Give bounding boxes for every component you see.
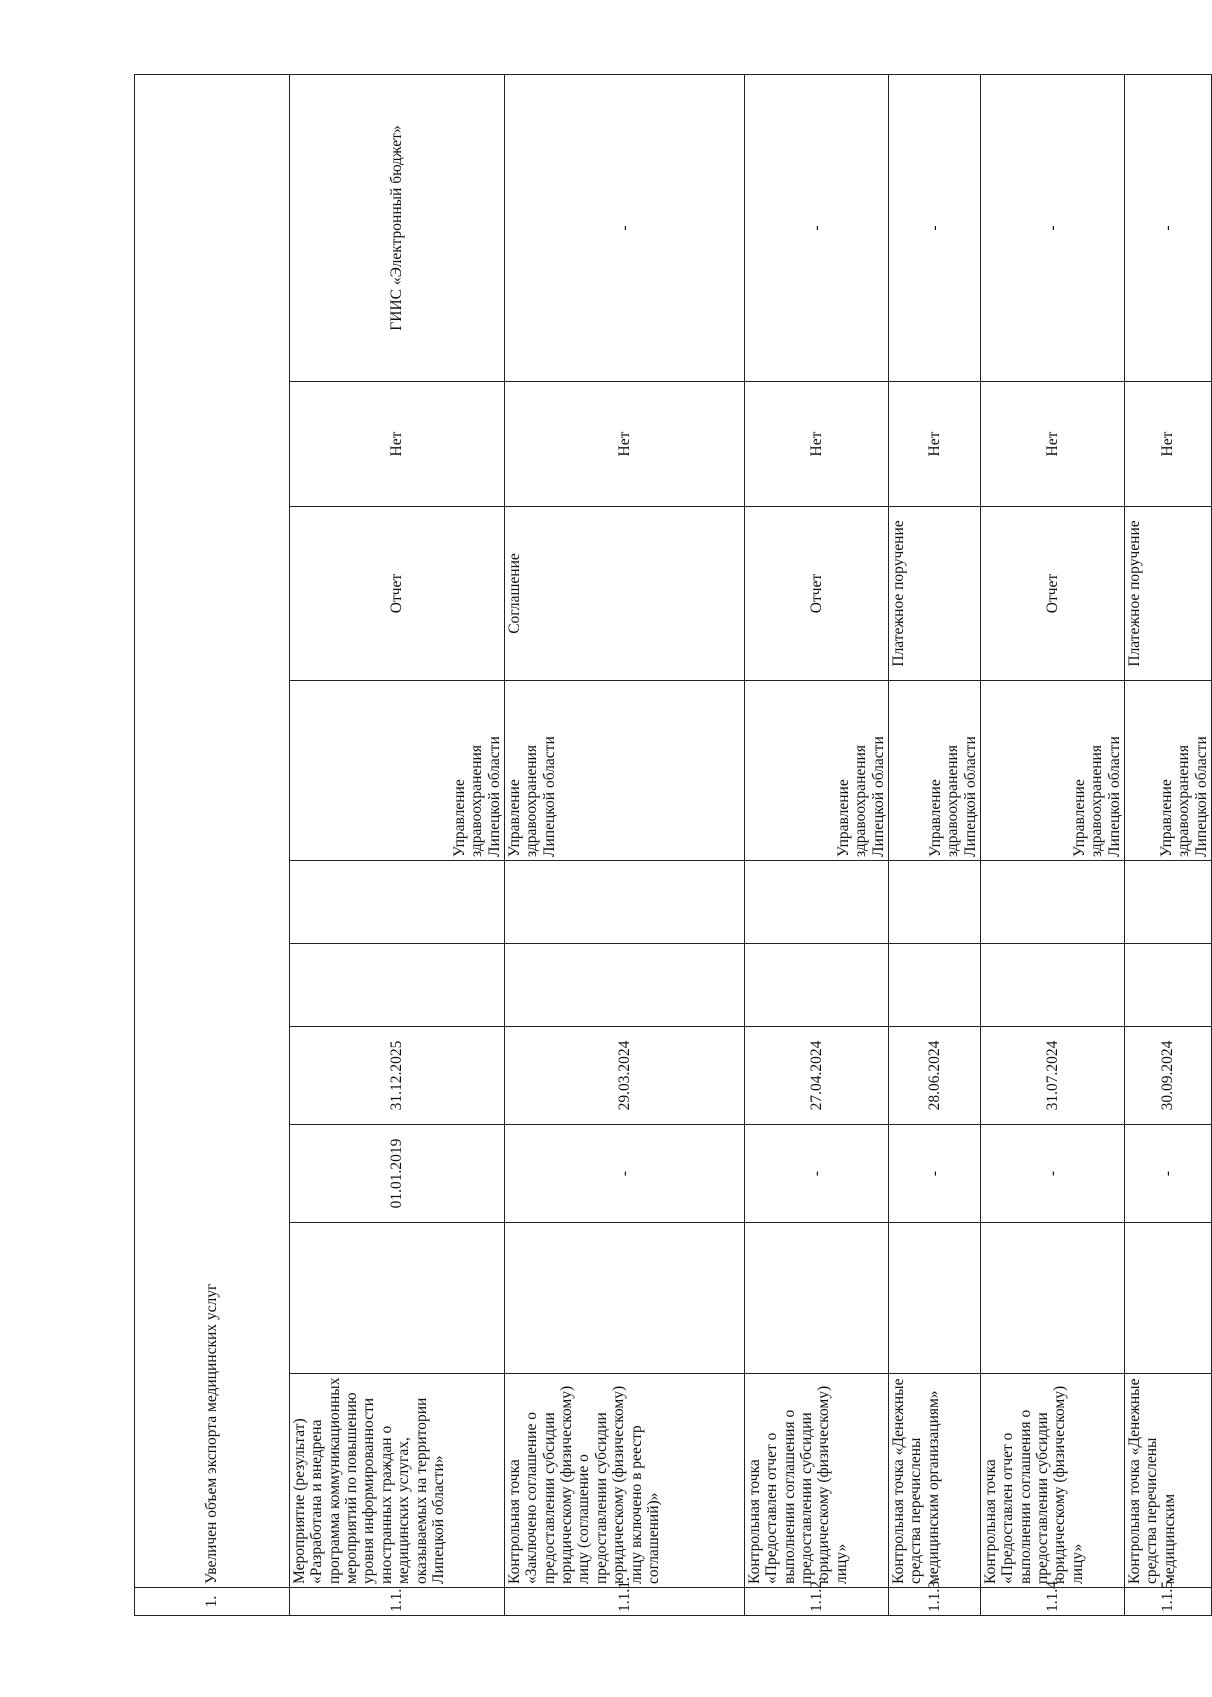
row-empty-cell [981,861,1125,944]
row-flag: Нет [505,382,745,507]
row-responsible: Управление здравоохранения Липецкой области [505,681,745,861]
table-row [981,74,1125,1615]
table-row [1125,74,1212,1615]
row-end-date: 28.06.2024 [889,1027,981,1125]
row-end-date: 27.04.2024 [745,1027,889,1125]
row-start-date: - [1125,1125,1212,1223]
section-number: 1. [135,1588,290,1616]
row-document: Платежное поручение [889,507,981,681]
row-end-date: 31.12.2025 [290,1027,505,1125]
table-row [505,74,745,1615]
row-responsible: Управление здравоохранения Липецкой области [745,681,889,861]
row-responsible: Управление здравоохранения Липецкой области [889,681,981,861]
row-empty-cell [889,861,981,944]
row-name: Контрольная точка «Заключено соглашение о предоставлении субсидии юридическому (физическому) лицу (соглашение о предоставлении субсидии юридическому (физическому) лицу включено в реестр соглашений)» [505,1374,745,1588]
row-number: 1.1.2. [745,1588,889,1616]
row-name: Контрольная точка «Денежные средства перечислены медицинским организациям» [889,1374,981,1588]
row-name: Контрольная точка «Предоставлен отчет о выполнении соглашения о предоставлении субсидии юридическому (физическому) лицу» [745,1374,889,1588]
row-empty-cell [505,861,745,944]
row-number: 1.1.5. [1125,1588,1212,1616]
row-flag: Нет [981,382,1125,507]
row-system: ГИИС «Электронный бюджет» [290,74,505,381]
row-document: Отчет [290,507,505,681]
rotated-table-frame [134,75,1210,1616]
row-responsible: Управление здравоохранения Липецкой области [290,681,505,861]
row-start-date: - [889,1125,981,1223]
row-document: Отчет [981,507,1125,681]
row-empty-cell [745,861,889,944]
row-empty-cell [1125,944,1212,1027]
row-empty-cell [745,944,889,1027]
row-system: - [505,74,745,381]
row-flag: Нет [745,382,889,507]
row-start-date: - [505,1125,745,1223]
row-number: 1.1.4. [981,1588,1125,1616]
row-responsible: Управление здравоохранения Липецкой области [1125,681,1212,861]
row-document: Соглашение [505,507,745,681]
row-empty-cell [290,1223,505,1374]
row-empty-cell [290,861,505,944]
row-system: - [981,74,1125,381]
row-end-date: 31.07.2024 [981,1027,1125,1125]
row-empty-cell [1125,1223,1212,1374]
row-flag: Нет [889,382,981,507]
row-empty-cell [1125,861,1212,944]
row-document: Платежное поручение [1125,507,1212,681]
row-empty-cell [290,944,505,1027]
row-empty-cell [745,1223,889,1374]
row-empty-cell [981,1223,1125,1374]
table-row [889,74,981,1615]
row-name: Контрольная точка «Предоставлен отчет о выполнении соглашения о предоставлении субсидии юридическому (физическому) лицу» [981,1374,1125,1588]
row-start-date: 01.01.2019 [290,1125,505,1223]
row-system: - [745,74,889,381]
row-name: Контрольная точка «Денежные средства перечислены медицинским [1125,1374,1212,1588]
row-number: 1.1.3. [889,1588,981,1616]
row-system: - [1125,74,1212,381]
row-document: Отчет [745,507,889,681]
row-empty-cell [889,944,981,1027]
table-row [135,74,290,1615]
row-name: Мероприятие (результат) «Разработана и внедрена программа коммуникационных мероприятий по повышению уровня информированности иностранных граждан о медицинских услугах, оказываемых на территории Липецкой области» [290,1374,505,1588]
table-row [290,74,505,1615]
row-empty-cell [889,1223,981,1374]
row-empty-cell [505,944,745,1027]
section-title: Увеличен объем экспорта медицинских услуг [135,74,290,1587]
row-number: 1.1. [290,1588,505,1616]
row-flag: Нет [290,382,505,507]
table-row [745,74,889,1615]
row-empty-cell [981,944,1125,1027]
row-empty-cell [505,1223,745,1374]
row-flag: Нет [1125,382,1212,507]
row-number: 1.1.1. [505,1588,745,1616]
row-responsible: Управление здравоохранения Липецкой области [981,681,1125,861]
row-end-date: 29.03.2024 [505,1027,745,1125]
row-system: - [889,74,981,381]
row-start-date: - [981,1125,1125,1223]
row-start-date: - [745,1125,889,1223]
plan-table [134,74,1212,1616]
row-end-date: 30.09.2024 [1125,1027,1212,1125]
